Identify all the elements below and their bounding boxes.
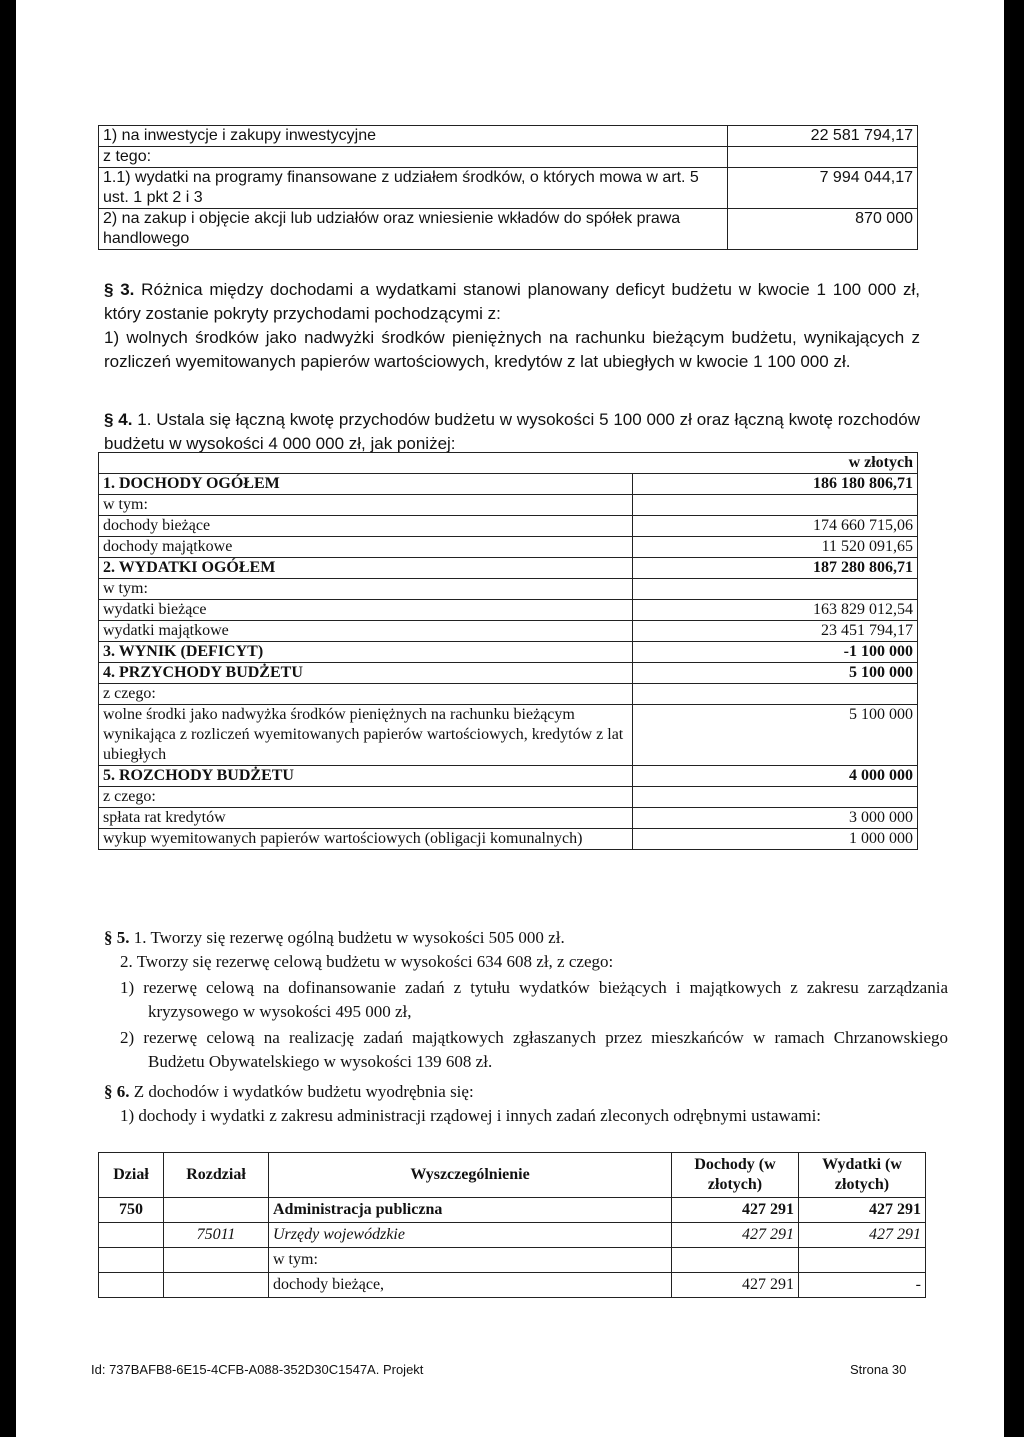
- section-5-mark: § 5.: [104, 928, 130, 947]
- row-label: spłata rat kredytów: [99, 808, 633, 829]
- row-value: [633, 495, 918, 516]
- section-4-mark: § 4.: [104, 410, 133, 429]
- table-row: [99, 621, 918, 642]
- section-5-p2: 2. Tworzy się rezerwę celową budżetu w wysokości 634 608 zł, z czego:: [120, 952, 614, 971]
- table-row: [99, 1273, 926, 1298]
- table-row: [99, 808, 918, 829]
- section-3-mark: § 3.: [104, 280, 135, 299]
- cell-dochody: 427 291: [672, 1223, 799, 1248]
- table-unit-row: [99, 453, 918, 474]
- table-row: [99, 147, 918, 168]
- table-row: [99, 558, 918, 579]
- table-row: [99, 787, 918, 808]
- cell-wydatki: -: [799, 1273, 926, 1298]
- section-4-paragraph: [104, 408, 920, 456]
- section-5-text-1: 1. Tworzy się rezerwę ogólną budżetu w wysokości 505 000 zł.: [133, 928, 565, 947]
- row-value: 11 520 091,65: [633, 537, 918, 558]
- row-label: wykup wyemitowanych papierów wartościowych (obligacji komunalnych): [99, 829, 633, 850]
- cell-dzial: [99, 1248, 164, 1273]
- section-6-text: Z dochodów i wydatków budżetu wyodrębnia się:: [133, 1082, 474, 1101]
- row-label: 1) na inwestycje i zakupy inwestycyjne: [99, 126, 728, 147]
- investment-table: [98, 125, 918, 250]
- cell-dochody: 427 291: [672, 1198, 799, 1223]
- table-row: [99, 766, 918, 787]
- row-label: z tego:: [99, 147, 728, 168]
- row-label: z czego:: [99, 787, 633, 808]
- row-label: 1. DOCHODY OGÓŁEM: [99, 474, 633, 495]
- row-label: wolne środki jako nadwyżka środków pieniężnych na rachunku bieżącym wynikająca z rozliczeń wyemitowanych papierów wartościowych, kredytów z lat ubiegłych: [99, 705, 633, 766]
- row-value: [633, 787, 918, 808]
- cell-wydatki: 427 291: [799, 1198, 926, 1223]
- unit-label: w złotych: [99, 453, 918, 474]
- row-value: 186 180 806,71: [633, 474, 918, 495]
- table-row: [99, 209, 918, 250]
- row-value: 163 829 012,54: [633, 600, 918, 621]
- row-label: w tym:: [99, 495, 633, 516]
- section-3-text: Różnica między dochodami a wydatkami stanowi planowany deficyt budżetu w kwocie 1 100 000 zł, który zostanie pokryty przychodami pochodzącymi z:: [104, 280, 920, 323]
- row-label: 1.1) wydatki na programy finansowane z udziałem środków, o których mowa w art. 5 ust. 1 pkt 2 i 3: [99, 168, 728, 209]
- table-row: [99, 168, 918, 209]
- row-label: z czego:: [99, 684, 633, 705]
- row-value: 870 000: [728, 209, 918, 250]
- row-value: 22 581 794,17: [728, 126, 918, 147]
- page-number: Strona 30: [850, 1362, 907, 1377]
- administration-table: [98, 1152, 926, 1298]
- row-value: 174 660 715,06: [633, 516, 918, 537]
- row-value: [633, 579, 918, 600]
- cell-name: dochody bieżące,: [269, 1273, 672, 1298]
- row-value: 187 280 806,71: [633, 558, 918, 579]
- section-5-item-2: 2) rezerwę celową na realizację zadań majątkowych zgłaszanych przez mieszkańców w ramach Chrzanowskiego Budżetu Obywatelskiego w wysokości 139 608 zł.: [120, 1028, 948, 1071]
- cell-name: Urzędy wojewódzkie: [269, 1223, 672, 1248]
- section-4-text: 1. Ustala się łączną kwotę przychodów budżetu w wysokości 5 100 000 zł oraz łączną kwotę rozchodów budżetu w wysokości 4 000 000 zł, jak poniżej:: [104, 410, 920, 453]
- section-6-item-1: 1) dochody i wydatki z zakresu administracji rządowej i innych zadań zleconych odrębnymi ustawami:: [120, 1106, 822, 1125]
- cell-wydatki: [799, 1248, 926, 1273]
- cell-dzial: 750: [99, 1198, 164, 1223]
- section-3-item-1: 1) wolnych środków jako nadwyżki środków pieniężnych na rachunku bieżącym budżetu, wynikających z rozliczeń wyemitowanych papierów wartościowych, kredytów z lat ubiegłych w kwocie 1 100 000 zł.: [104, 328, 920, 371]
- row-label: w tym:: [99, 579, 633, 600]
- header-wydatki: Wydatki (w złotych): [799, 1153, 926, 1198]
- cell-dzial: [99, 1223, 164, 1248]
- row-label: 2. WYDATKI OGÓŁEM: [99, 558, 633, 579]
- table-row: [99, 579, 918, 600]
- cell-rozdzial: [164, 1248, 269, 1273]
- table-row: [99, 1248, 926, 1273]
- cell-name: w tym:: [269, 1248, 672, 1273]
- row-value: 1 000 000: [633, 829, 918, 850]
- table-row: [99, 1223, 926, 1248]
- table-row: [99, 684, 918, 705]
- document-id: Id: 737BAFB8-6E15-4CFB-A088-352D30C1547A. Projekt: [91, 1362, 424, 1377]
- table-header-row: [99, 1153, 926, 1198]
- table-row: [99, 600, 918, 621]
- row-label: 5. ROZCHODY BUDŻETU: [99, 766, 633, 787]
- cell-name: Administracja publiczna: [269, 1198, 672, 1223]
- row-label: 2) na zakup i objęcie akcji lub udziałów oraz wniesienie wkładów do spółek prawa handlowego: [99, 209, 728, 250]
- table-row: [99, 516, 918, 537]
- row-value: -1 100 000: [633, 642, 918, 663]
- header-wyszczegolnienie: Wyszczególnienie: [269, 1153, 672, 1198]
- table-row: [99, 642, 918, 663]
- header-dochody: Dochody (w złotych): [672, 1153, 799, 1198]
- row-value: 23 451 794,17: [633, 621, 918, 642]
- row-label: 3. WYNIK (DEFICYT): [99, 642, 633, 663]
- row-value: [728, 147, 918, 168]
- cell-dochody: [672, 1248, 799, 1273]
- row-value: 7 994 044,17: [728, 168, 918, 209]
- scan-edge-line: [1005, 1085, 1007, 1365]
- budget-summary-table: [98, 452, 918, 850]
- row-value: 5 100 000: [633, 705, 918, 766]
- table-row: [99, 537, 918, 558]
- section-5-item-1: 1) rezerwę celową na dofinansowanie zadań z tytułu wydatków bieżących i majątkowych z zakresu zarządzania kryzysowego w wysokości 495 000 zł,: [120, 978, 948, 1021]
- section-6-paragraph: [104, 1080, 920, 1104]
- row-label: wydatki majątkowe: [99, 621, 633, 642]
- section-3-paragraph: [104, 278, 920, 326]
- document-page: [16, 0, 1004, 1437]
- table-row: [99, 495, 918, 516]
- header-rozdzial: Rozdział: [164, 1153, 269, 1198]
- table-row: [99, 705, 918, 766]
- row-value: 3 000 000: [633, 808, 918, 829]
- section-5-p1: [104, 926, 920, 950]
- table-row: [99, 829, 918, 850]
- table-row: [99, 663, 918, 684]
- row-value: 4 000 000: [633, 766, 918, 787]
- cell-rozdzial: [164, 1198, 269, 1223]
- row-label: 4. PRZYCHODY BUDŻETU: [99, 663, 633, 684]
- row-label: wydatki bieżące: [99, 600, 633, 621]
- cell-dochody: 427 291: [672, 1273, 799, 1298]
- table-row: [99, 474, 918, 495]
- row-label: dochody majątkowe: [99, 537, 633, 558]
- table-row: [99, 126, 918, 147]
- cell-wydatki: 427 291: [799, 1223, 926, 1248]
- row-label: dochody bieżące: [99, 516, 633, 537]
- cell-rozdzial: [164, 1273, 269, 1298]
- cell-rozdzial: 75011: [164, 1223, 269, 1248]
- table-row: [99, 1198, 926, 1223]
- header-dzial: Dział: [99, 1153, 164, 1198]
- row-value: 5 100 000: [633, 663, 918, 684]
- cell-dzial: [99, 1273, 164, 1298]
- row-value: [633, 684, 918, 705]
- section-6-mark: § 6.: [104, 1082, 130, 1101]
